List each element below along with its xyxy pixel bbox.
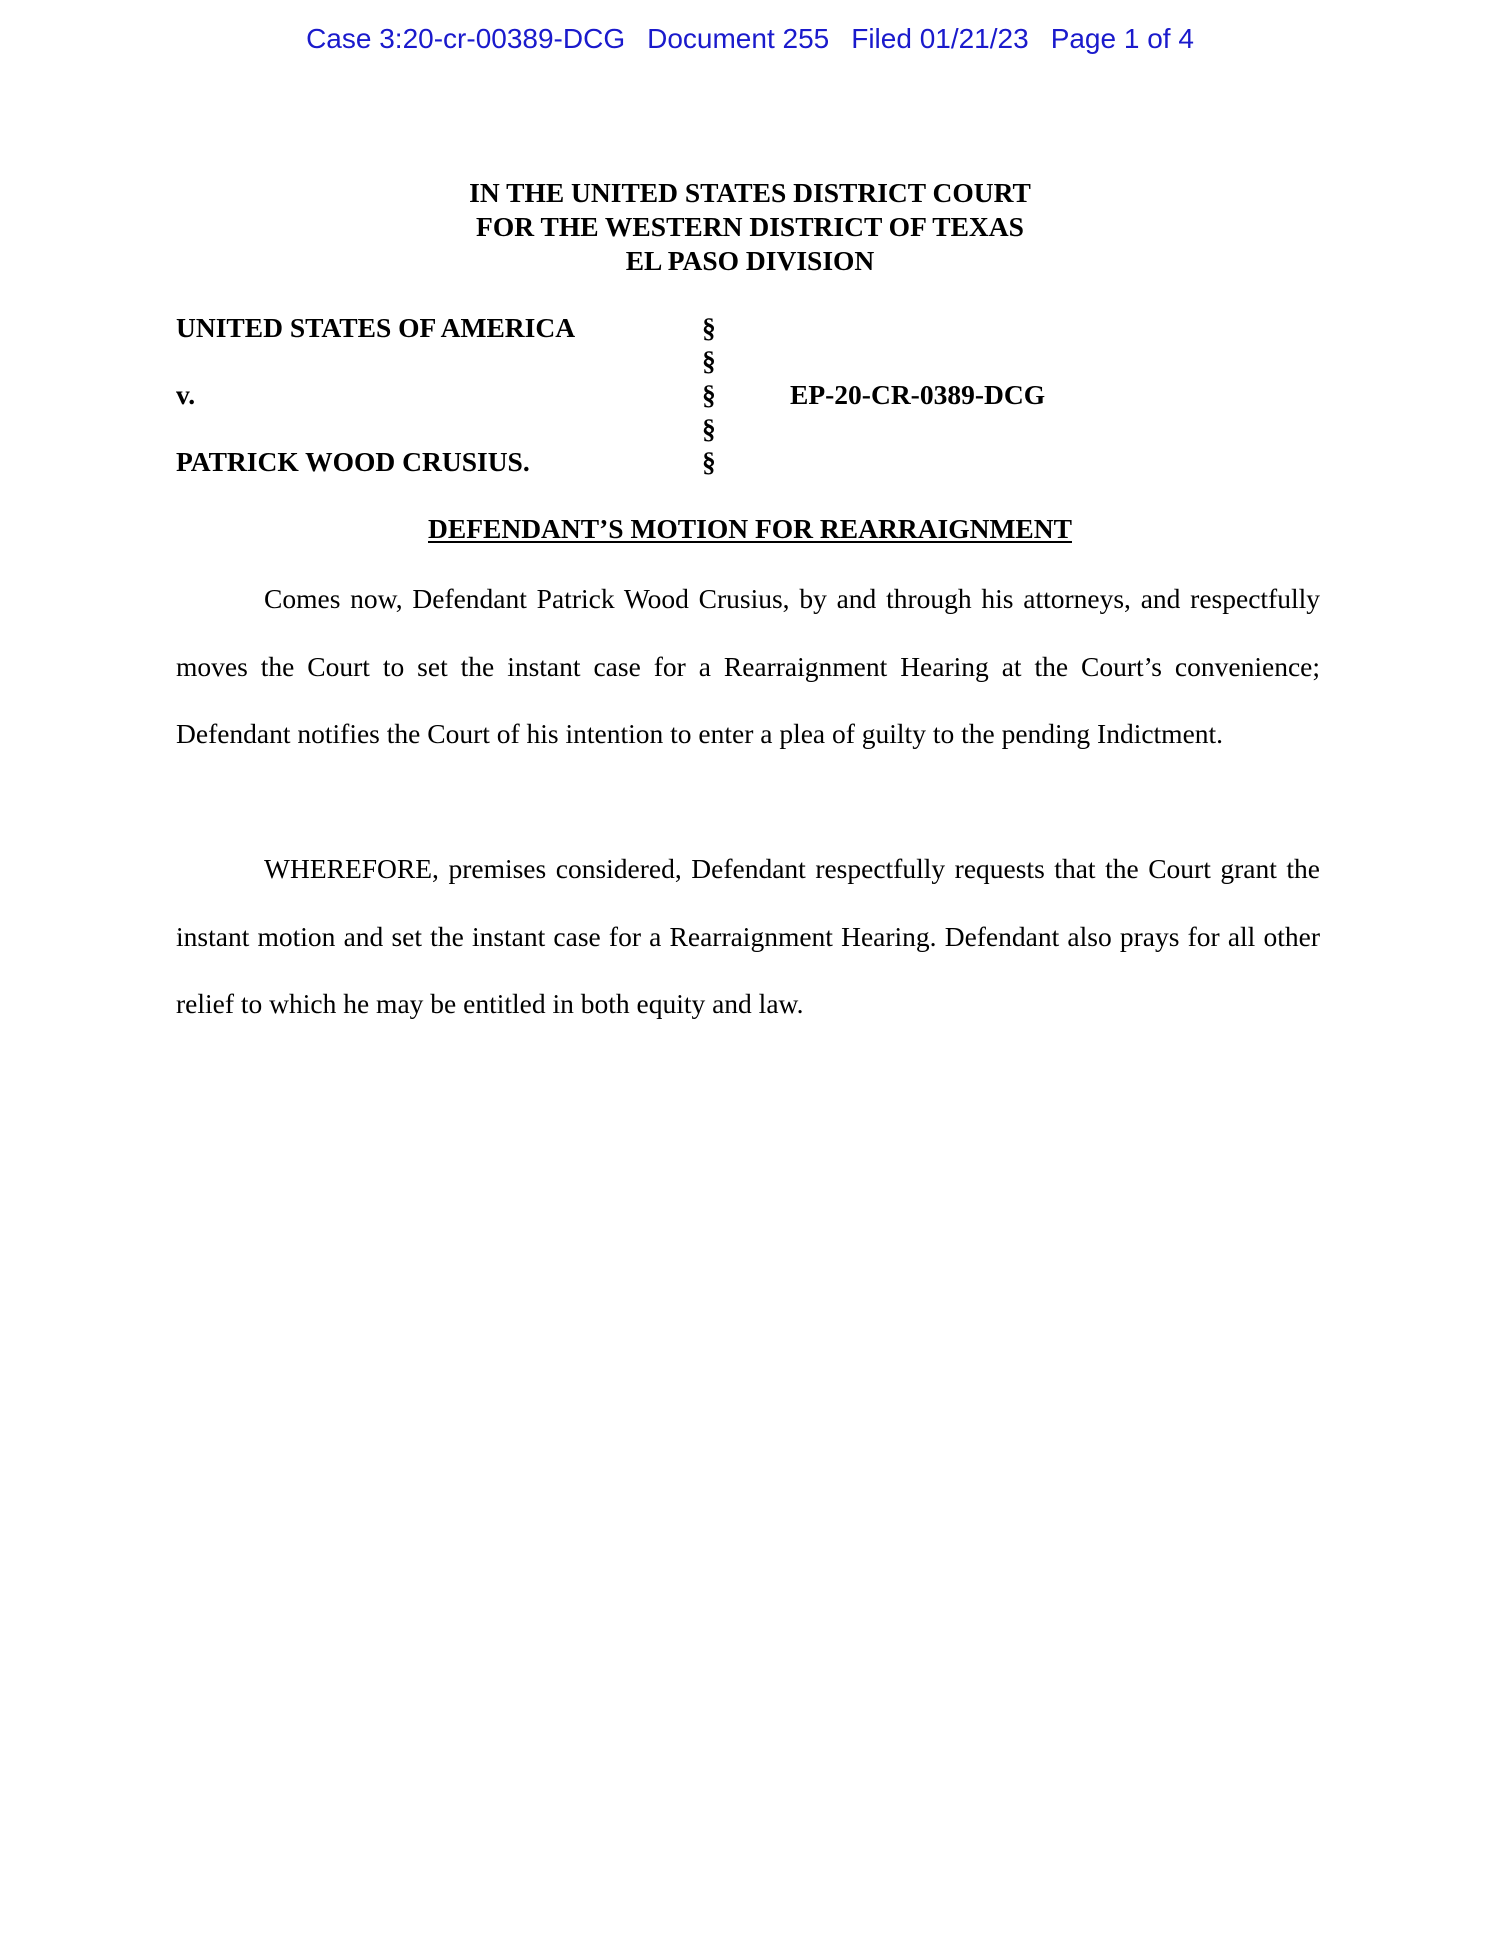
filing-date: Filed 01/21/23 (851, 23, 1029, 54)
motion-paragraph-2 (176, 835, 1320, 1038)
motion-title: DEFENDANT’S MOTION FOR REARRAIGNMENT (428, 513, 1072, 544)
section-symbol: § (702, 379, 716, 410)
plaintiff-name: UNITED STATES OF AMERICA (176, 312, 576, 343)
paragraph-text: Comes now, Defendant Patrick Wood Crusius, by and through his attorneys, and respectfully moves the Court to set the instant case for a Rearraignment Hearing at the Court’s convenience; Defendant notifies the Court of his intention to enter a plea of guilty to the pending Indictment. (176, 583, 1320, 749)
court-name-line: IN THE UNITED STATES DISTRICT COURT (469, 177, 1031, 208)
filing-case-number: Case 3:20-cr-00389-DCG (306, 23, 626, 54)
court-division-line: EL PASO DIVISION (625, 245, 875, 276)
filing-document-number: Document 255 (647, 23, 830, 54)
court-caption (0, 176, 1500, 278)
defendant-name: PATRICK WOOD CRUSIUS. (176, 446, 530, 477)
paragraph-text: WHEREFORE, premises considered, Defendant respectfully requests that the Court grant the instant motion and set the instant case for a Rearraignment Hearing. Defendant also prays for all other relief to which he may be entitled in both equity and law. (176, 853, 1320, 1019)
section-symbol: § (702, 413, 716, 444)
court-district-line: FOR THE WESTERN DISTRICT OF TEXAS (476, 211, 1024, 242)
section-symbol: § (702, 345, 716, 376)
filing-page-number: Page 1 of 4 (1050, 23, 1194, 54)
versus-label: v. (176, 379, 196, 410)
case-number: EP-20-CR-0389-DCG (790, 379, 1046, 410)
filing-header (0, 22, 1500, 56)
section-symbol: § (702, 446, 716, 477)
section-symbol: § (702, 312, 716, 343)
motion-paragraph-1 (176, 565, 1320, 768)
